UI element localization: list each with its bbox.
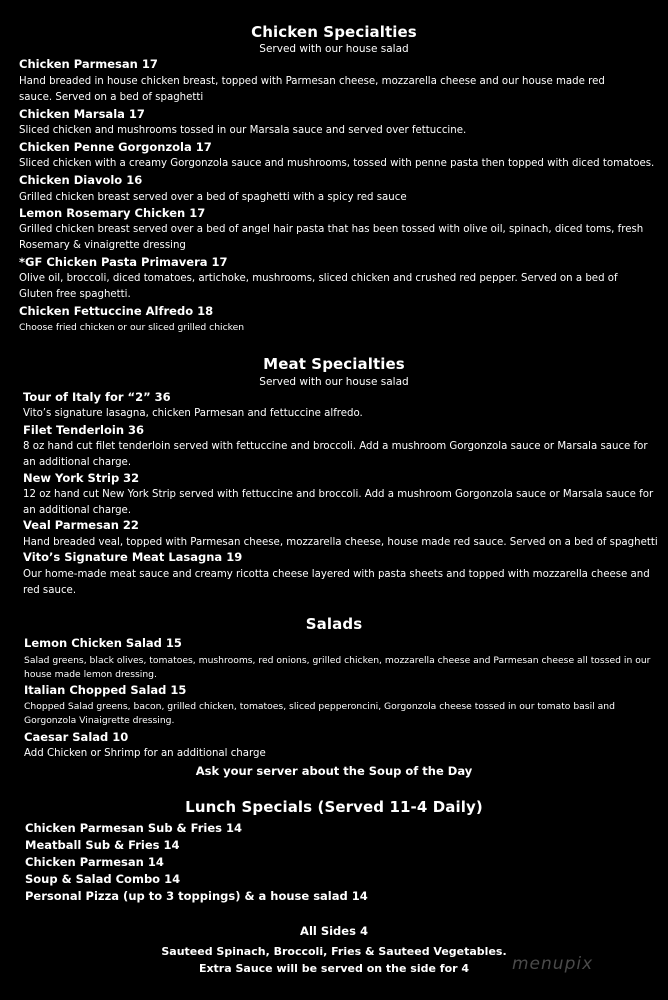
menu-item-name: Tour of Italy for “2” 36 xyxy=(23,390,171,404)
menu-item-description: Salad greens, black olives, tomatoes, mushrooms, red onions, grilled chicken, mozzarella cheese and Parmesan cheese all tossed in our house made lemon dressing. xyxy=(24,655,651,680)
menu-item-description: 12 oz hand cut New York Strip served with fettuccine and broccoli. Add a mushroom Gorgonzola sauce or Marsala sauce for an additional charge. xyxy=(23,489,654,516)
chicken-section-subtitle: Served with our house salad xyxy=(259,43,409,55)
menu-item-name: Caesar Salad 10 xyxy=(24,730,129,744)
lunch-item: Personal Pizza (up to 3 toppings) & a house salad 14 xyxy=(25,889,368,903)
menu-item-name: Chicken Penne Gorgonzola 17 xyxy=(19,140,212,154)
menu-item-description: Hand breaded in house chicken breast, topped with Parmesan cheese, mozzarella cheese and our house made red sauce. Served on a bed of spaghetti xyxy=(19,76,605,103)
sides-title: All Sides 4 xyxy=(300,924,368,938)
menu-item-description: Sliced chicken and mushrooms tossed in our Marsala sauce and served over fettuccine. xyxy=(19,125,467,136)
menu-item-name: Veal Parmesan 22 xyxy=(23,518,139,532)
menu-item-description: Our home-made meat sauce and creamy ricotta cheese layered with pasta sheets and topped with mozzarella cheese and red sauce. xyxy=(23,569,650,596)
menu-item-description: Choose fried chicken or our sliced grilled chicken xyxy=(19,322,245,333)
soup-of-the-day-note: Ask your server about the Soup of the Day xyxy=(195,764,473,778)
lunch-item: Meatball Sub & Fries 14 xyxy=(25,838,180,852)
menu-item-name: Italian Chopped Salad 15 xyxy=(24,683,187,697)
menu-item-name: Chicken Diavolo 16 xyxy=(19,173,143,187)
menu-item-name: New York Strip 32 xyxy=(23,471,140,485)
sides-line-2: Extra Sauce will be served on the side for 4 xyxy=(198,962,470,975)
menu-item-name: Filet Tenderloin 36 xyxy=(23,423,145,437)
meat-section-subtitle: Served with our house salad xyxy=(259,376,409,388)
menu-item-name: Lemon Rosemary Chicken 17 xyxy=(19,206,206,220)
menu-item-description: 8 oz hand cut filet tenderloin served with fettuccine and broccoli. Add a mushroom Gorgonzola sauce or Marsala sauce for an additional charge. xyxy=(23,441,648,468)
menupix-watermark: menupix xyxy=(512,954,594,974)
lunch-item: Chicken Parmesan 14 xyxy=(25,855,164,869)
menu-item-name: Chicken Fettuccine Alfredo 18 xyxy=(19,304,214,318)
salads-section-title: Salads xyxy=(305,615,363,633)
menu-item-name: *GF Chicken Pasta Primavera 17 xyxy=(19,255,228,269)
menu-item-name: Vito’s Signature Meat Lasagna 19 xyxy=(23,550,243,564)
menu-item-description: Olive oil, broccoli, diced tomatoes, artichoke, mushrooms, sliced chicken and crushed red pepper. Served on a bed of Gluten free spaghetti. xyxy=(19,273,618,300)
menu-item-description: Grilled chicken breast served over a bed of spaghetti with a spicy red sauce xyxy=(19,192,407,203)
menu-item-name: Chicken Parmesan 17 xyxy=(19,57,158,71)
lunch-section-title: Lunch Specials (Served 11-4 Daily) xyxy=(185,798,483,816)
sides-line-1: Sauteed Spinach, Broccoli, Fries & Sauteed Vegetables. xyxy=(161,945,507,958)
menu-item-name: Chicken Marsala 17 xyxy=(19,107,145,121)
menu-item-name: Lemon Chicken Salad 15 xyxy=(24,636,182,650)
chicken-section-title: Chicken Specialties xyxy=(251,23,417,41)
menu-item-description: Hand breaded veal, topped with Parmesan cheese, mozzarella cheese, house made red sauce. Served on a bed of spaghetti xyxy=(23,537,658,548)
menu-item-description: Vito’s signature lasagna, chicken Parmesan and fettuccine alfredo. xyxy=(23,408,363,419)
menu-item-description: Chopped Salad greens, bacon, grilled chicken, tomatoes, sliced pepperoncini, Gorgonzola cheese tossed in our tomato basil and Gorgonzola Vinaigrette dressing. xyxy=(24,701,615,726)
menu-item-description: Sliced chicken with a creamy Gorgonzola sauce and mushrooms, tossed with penne pasta then topped with diced tomatoes. xyxy=(19,158,655,169)
meat-section-title: Meat Specialties xyxy=(263,355,405,373)
menu-item-description: Add Chicken or Shrimp for an additional charge xyxy=(24,748,266,759)
lunch-item: Soup & Salad Combo 14 xyxy=(25,872,181,886)
lunch-item: Chicken Parmesan Sub & Fries 14 xyxy=(25,821,242,835)
menu-item-description: Grilled chicken breast served over a bed of angel hair pasta that has been tossed with olive oil, spinach, diced toms, fresh Rosemary & vinaigrette dressing xyxy=(19,224,644,251)
